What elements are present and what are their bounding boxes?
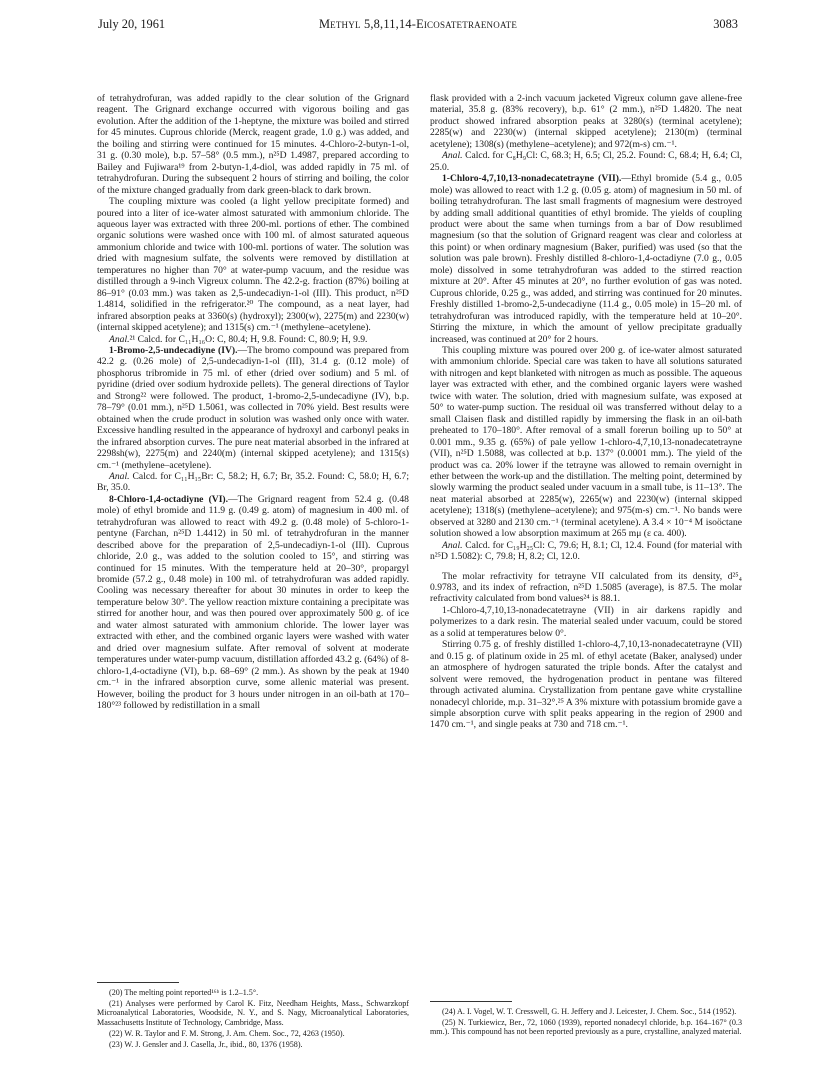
footnotes-left (97, 982, 409, 1050)
anal-label: Anal. (109, 470, 130, 482)
section-paragraph (97, 345, 409, 471)
anal-text: Calcd. for C₁₁H₁₅Br: C, 58.2; H, 6.7; Br, 35.2. Found: C, 58.0; H, 6.7; Br, 35.0. (97, 470, 409, 494)
section-text: —The bromo compound was prepared from 42.2 g. (0.26 mole) of 2,5-undecadiyn-1-ol (III), 31.4 g. (0.12 mole) of phosphorus tribromide in 75 ml. of ether (dried over sodium) and 5 ml. of pyridine (dried over sodium hydroxide pellets). The general directions of Taylor and Strong²² were followed. The product, 1-bromo-2,5-undecadiyne (IV), b.p. 78–79° (0.01 mm.), n²⁵D 1.5061, was collected in 70% yield. Best results were obtained when the crude product in solution was washed only once with water. Excessive handling resulted in the appearance of hydroxyl and carbonyl peaks in the infrared absorption curves. The pure neat material absorbed in the infrared at 2298sh(w), 2275(m) and 2240(m) (internal skipped acetylene); and 1315(s) cm.⁻¹ (methylene–acetylene). (97, 344, 409, 471)
analysis-paragraph (97, 471, 409, 494)
footnote: (24) A. I. Vogel, W. T. Cresswell, G. H. Jeffery and J. Leicester, J. Chem. Soc., 514 (1952). (442, 1007, 737, 1016)
analysis-paragraph (430, 150, 742, 173)
anal-label: Anal. (109, 333, 130, 345)
header-date: July 20, 1961 (98, 17, 166, 31)
section-heading: 8-Chloro-1,4-octadiyne (VI). (109, 493, 229, 505)
section-paragraph (97, 494, 409, 712)
footnote: (25) N. Turkiewicz, Ber., 72, 1060 (1939), reported nonadecyl chloride, b.p. 164–167° (0.3 mm.). This compound has not been reported previously as a pure, crystalline, analyzed material. (430, 1017, 742, 1037)
footnote: (21) Analyses were performed by Carol K. Fitz, Needham Heights, Mass., Schwarzkopf Microanalytical Laboratories, Woodside, N. Y., and S. Nagy, Microanalytical Laboratories, Massachusetts Institute of Technology, Cambridge, Mass. (97, 998, 409, 1028)
paragraph: Stirring 0.75 g. of freshly distilled 1-chloro-4,7,10,13-nonadecatetrayne (VII) and 0.15 g. of platinum oxide in 25 ml. of ethyl acetate (Baker, analysed) under an atmosphere of hydrogen saturated the triple bonds. After the catalyst and solvent were removed, the hydrogenation product in pentane was filtered through activated alumina. Crystallization from pentane gave white crystalline nonadecyl chloride, m.p. 31–32°.²⁵ A 3% mixture with potassium bromide gave a simple absorption curve with split peaks appearing in the region of 2900 and 1470 cm.⁻¹, and single peaks at 730 and 718 cm.⁻¹. (430, 639, 742, 731)
analysis-paragraph (430, 540, 742, 563)
page-number: 3083 (713, 17, 738, 31)
anal-text: Calcd. for C₁₉H₂₅Cl: C, 79.6; H, 8.1; Cl, 12.4. Found (for material with n²⁵D 1.5082): C, 79.8; H, 8.2; Cl, 12.0. (430, 539, 742, 563)
footnote: (23) W. J. Gensler and J. Casella, Jr., ibid., 80, 1376 (1958). (109, 1039, 303, 1049)
paragraph: This coupling mixture was poured over 200 g. of ice-water almost saturated with ammonium chloride. Special care was taken to have all solutions saturated with nitrogen and kept blanketed with nitrogen as much as possible. The aqueous layer was extracted with ether, and the combined organic layers were washed twice with water. The solution, dried with magnesium sulfate, was exposed at 50° to water-pump suction. The residual oil was transferred without delay to a small Claisen flask and distilled rapidly by immersing the flask in an oil-bath preheated to 170–180°. After removal of a small forerun boiling up to 50° at 0.001 mm., 9.35 g. (65%) of pale yellow 1-chloro-4,7,10,13-nonadecatetrayne (VII), n²⁵D 1.5088, was collected at b.p. 137° (0.0001 mm.). The yield of the product was ca. 20% lower if the tetrayne was allowed to remain overnight in ether between the work-up and the distillation. The melting point, determined by slowly warming the product sealed under vacuum in a small tube, is 11–13°. The neat material absorbed at 2285(w), 2265(w) and 2230(w) (internal skipped acetylene); 1318(s) (methylene–acetylene); and 975(m-s) cm.⁻¹. No bands were observed at 3280 and 2130 cm.⁻¹ (terminal acetylene). A 3.4 × 10⁻⁴ M isoöctane solution showed a low absorption maximum at 265 mμ (ε ca. 400). (430, 344, 742, 540)
footnote: (20) The melting point reported¹⁶ᵇ is 1.2–1.5°. (109, 988, 259, 997)
footnote-rule (430, 1001, 512, 1002)
section-text: —Ethyl bromide (5.4 g., 0.05 mole) was allowed to react with 1.2 g. (0.05 g. atom) of magnesium in 50 ml. of boiling tetrahydrofuran. The last small fragments of magnesium were destroyed by adding small additional quantities of ethyl bromide. The yields of coupling product were about the same when turnings from a bar of Dow resublimed magnesium (so that the solution of Grignard reagent was clear and colorless at this point) or when ordinary magnesium (Baker, purified) was used (so that the solution was pale brown). Freshly distilled 8-chloro-1,4-octadiyne (7.0 g., 0.05 mole) dissolved in some tetrahydrofuran was added to the stirred reaction mixture at 20°. After 45 minutes at 20°, no further evolution of gas was noted. Cuprous chloride, 0.25 g., was added, and stirring was continued for 20 minutes. Freshly distilled 1-bromo-2,5-undecadiyne (11.4 g., 0.05 mole) in 15–20 ml. of tetrahydrofuran was introduced rapidly, with the temperature held at 10–20°. Stirring the mixture, in which the amount of yellow precipitate gradually increased, was continued at 20° for 2 hours. (430, 173, 742, 345)
paragraph: The coupling mixture was cooled (a light yellow precipitate formed) and poured into a liter of ice-water almost saturated with ammonium chloride. The aqueous layer was extracted with three 200-ml. portions of ether. The combined organic solutions were washed once with 100 ml. of almost saturated aqueous ammonium chloride and twice with 100-ml. portions of water. The solution was dried with magnesium sulfate, the solvents were removed by distillation at temperatures no higher than 70° at water-pump vacuum, and the residue was distilled through a 9-inch Vigreux column. The 42.2-g. fraction (87%) boiling at 86–91° (0.03 mm.) was taken as 2,5-undecadiyn-1-ol (III). This product, n²⁵D 1.4814, solidified in the refrigerator.²⁰ The compound, as a neat layer, had infrared absorption peaks at 3360(s) (hydroxyl); 2300(w), 2275(m) and 2230(w) (internal skipped acetylene); and 1315(s) cm.⁻¹ (methylene–acetylene). (97, 196, 409, 334)
paragraph: of tetrahydrofuran, was added rapidly to the clear solution of the Grignard reagent. The Grignard exchange occurred with vigorous boiling and gas evolution. After the addition of the 1-heptyne, the mixture was boiled and stirred for 45 minutes. Cuprous chloride (Merck, reagent grade, 1.0 g.) was added, and the boiling and stirring were continued for 15 minutes. 4-Chloro-2-butyn-1-ol, 31 g. (0.30 mole), b.p. 57–58° (0.5 mm.), n²⁵D 1.4987, prepared according to Bailey and Fujiwara¹⁹ from 2-butyn-1,4-diol, was added rapidly in 75 ml. of tetrahydrofuran. During the subsequent 2 hours of stirring and boiling, the color of the mixture changed gradually from dark green-black to dark brown. (97, 93, 409, 196)
right-column (430, 93, 742, 731)
page-header (98, 17, 738, 37)
section-paragraph (430, 173, 742, 345)
anal-text: ²¹ Calcd. for C₁₁H₁₆O: C, 80.4; H, 9.8. Found: C, 80.9; H, 9.9. (129, 333, 368, 345)
paragraph: The molar refractivity for tetrayne VII calculated from its density, d²⁵₄ 0.9783, and its index of refraction, n²⁵D 1.5085 (average), is 87.5. The molar refractivity calculated from bond values²⁴ is 88.1. (430, 570, 742, 605)
footnote-rule (97, 982, 179, 983)
anal-text: Calcd. for C₈H₉Cl: C, 68.3; H, 6.5; Cl, 25.2. Found: C, 68.4; H, 6.4; Cl, 25.0. (430, 150, 742, 173)
running-title: Methyl 5,8,11,14-Eicosatetraenoate (318, 17, 518, 31)
section-heading: 1-Chloro-4,7,10,13-nonadecatetrayne (VII). (442, 173, 622, 185)
footnote: (22) W. R. Taylor and F. M. Strong, J. Am. Chem. Soc., 72, 4263 (1950). (109, 1028, 345, 1038)
anal-label: Anal. (442, 150, 463, 162)
anal-label: Anal. (442, 539, 463, 551)
analysis-paragraph (97, 334, 409, 345)
section-text: —The Grignard reagent from 52.4 g. (0.48 mole) of ethyl bromide and 11.9 g. (0.49 g. atom) of magnesium in 400 ml. of tetrahydrofuran was allowed to react with 49.2 g. (0.48 mole) of 5-chloro-1-pentyne (Farchan, n²⁵D 1.4412) in 50 ml. of tetrahydrofuran in the manner described above for the preparation of 2,5-undecadiyn-1-ol (III). Cuprous chloride, 2.0 g., was added to the solution cooled to 15°, and stirring was continued for 15 minutes. With the temperature held at 20–30°, propargyl bromide (57.2 g., 0.48 mole) in 100 ml. of tetrahydrofuran was added rapidly. Cooling was necessary thereafter for about 30 minutes in order to keep the temperature below 30°. The yellow reaction mixture containing a precipitate was stirred for another hour, and was then poured over approximately 500 g. of ice and water almost saturated with ammonium chloride. The lower layer was extracted with ether, and the combined organic layers were washed with water and dried over magnesium sulfate. After removal of solvent at moderate temperatures under water-pump vacuum, distillation afforded 43.2 g. (64%) of 8-chloro-1,4-octadiyne (VI), b.p. 68–69° (2 mm.). As shown by the peak at 1940 cm.⁻¹ in the infrared absorption curve, some allenic material was present. However, boiling the product for 3 hours under nitrogen in an oil-bath at 170–180°²³ followed by redistillation in a small (97, 493, 409, 712)
section-heading: 1-Bromo-2,5-undecadiyne (IV). (109, 344, 238, 356)
paragraph: 1-Chloro-4,7,10,13-nonadecatetrayne (VII) in air darkens rapidly and polymerizes to a dark resin. The material sealed under vacuum, could be stored as a solid at temperatures below 0°. (430, 604, 742, 639)
left-column (97, 93, 409, 711)
paragraph: flask provided with a 2-inch vacuum jacketed Vigreux column gave allene-free material, 35.8 g. (83% recovery), b.p. 61° (2 mm.), n²⁵D 1.4820. The neat product showed infrared absorption peaks at 3280(s) (terminal acetylene); 2285(w) and 2230(w) (internal skipped acetylene); 2130(m) (terminal acetylene); 1308(s) (methylene–acetylene); and 972(m-s) cm.⁻¹. (430, 93, 742, 150)
footnotes-right (430, 1001, 742, 1038)
